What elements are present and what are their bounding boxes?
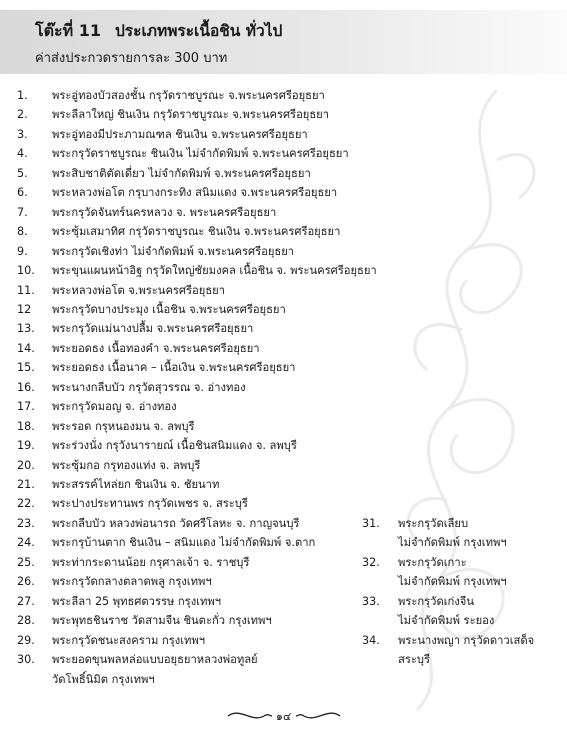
page-number: ๑๔: [275, 710, 292, 723]
item-number: 24.: [17, 536, 35, 550]
item-text: พระกรุวัดมอญ จ. อ่างทอง: [52, 400, 177, 414]
item-number: 27.: [17, 594, 35, 608]
item-text: พระลีลา 25 พุทธศตวรรษ กรุงเทพฯ: [52, 594, 222, 608]
item-number: 11.: [17, 283, 35, 297]
item-number: 16.: [17, 380, 35, 394]
item-number: 12: [17, 302, 32, 316]
item-text: พระร่วงนั่ง กรุวังนารายณ์ เนื้อชินสนิมแดง จ. ลพบุรี: [52, 439, 297, 453]
item-number: 2.: [17, 108, 28, 122]
item-number: 28.: [17, 614, 35, 628]
item-number: 14.: [17, 341, 35, 355]
item-number: 18.: [17, 419, 35, 433]
item-number: 15.: [17, 361, 35, 375]
item-text-line2: วัดโพธิ์นิมิต กรุงเทพฯ: [52, 672, 155, 686]
item-text: พระท่ากระดานน้อย กรุศาลเจ้า จ. ราชบุรี: [52, 555, 250, 569]
item-text-line2: ไม่จำกัดพิมพ์ กรุงเทพฯ: [398, 575, 507, 589]
item-text: พระสิบชาติตัดเดี่ยว ไม่จำกัดพิมพ์ จ.พระนครศรีอยุธยา: [52, 166, 311, 180]
item-text: พระกรุวัดบางประมุง เนื้อชิน จ.พระนครศรีอยุธยา: [52, 302, 286, 316]
item-text: พระกรุวัดจันทร์นครหลวง จ. พระนครศรีอยุธยา: [52, 205, 277, 219]
item-number: 31.: [362, 516, 380, 530]
item-number: 29.: [17, 633, 35, 647]
fee-subtitle: ค่าส่งประกวดรายการละ 300 บาท: [35, 51, 228, 66]
item-text: พระปางประทานพร กรุวัดเพชร จ. สระบุรี: [52, 497, 248, 511]
item-text: พระกรุวัดกลางตลาดพลู กรุงเทพฯ: [52, 575, 212, 589]
item-text: พระยอดธง เนื้อนาค – เนื้อเงิน จ.พระนครศรีอยุธยา: [52, 361, 296, 375]
item-text: พระกรุบ้านตาก ชินเงิน – สนิมแดง ไม่จำกัดพิมพ์ จ.ตาก: [52, 536, 316, 550]
item-number: 9.: [17, 244, 28, 258]
item-number: 21.: [17, 478, 35, 491]
item-text: พระกรุวัดเก่งจีน: [398, 594, 474, 608]
item-text: พระซุ้มเสมาทิศ กรุวัดราชบูรณะ ชินเงิน จ.พระนครศรีอยุธยา: [52, 225, 341, 239]
item-number: 7.: [17, 205, 28, 219]
table-number: โต๊ะที่ 11: [35, 21, 101, 40]
item-text: พระหลวงพ่อโต กรุบางกระทิง สนิมแดง จ.พระนครศรีอยุธยา: [52, 186, 338, 200]
item-text: พระหลวงพ่อโต จ.พระนครศรีอยุธยา: [52, 283, 225, 297]
item-text: พระลีลาใหญ่ ชินเงิน กรุวัดราชบูรณะ จ.พระนครศรีอยุธยา: [52, 108, 330, 122]
item-text: พระรอด กรุหนองมน จ. ลพบุรี: [52, 419, 195, 433]
category-title: ประเภทพระเนื้อชิน ทั่วไป: [114, 22, 283, 40]
item-text: พระกรุวัดเชิงท่า ไม่จำกัดพิมพ์ จ.พระนครศรีอยุธยา: [52, 244, 295, 258]
item-number: 30.: [17, 653, 35, 667]
item-number: 26.: [17, 575, 35, 589]
item-number: 6.: [17, 186, 28, 200]
item-text: พระสรรค์ไหล่ยก ชินเงิน จ. ชัยนาท: [52, 478, 220, 491]
item-text: พระพุทธชินราช วัดสามจีน ชินตะกั่ว กรุงเทพฯ: [52, 614, 272, 628]
item-number: 4.: [17, 147, 28, 161]
item-text: พระซุ้มกอ กรุทองแท่ง จ. ลพบุรี: [52, 458, 201, 472]
item-number: 8.: [17, 225, 28, 239]
item-number: 23.: [17, 516, 35, 530]
item-number: 13.: [17, 322, 35, 336]
item-text: พระนางกลีบบัว กรุวัดสุวรรณ จ. อ่างทอง: [52, 380, 246, 394]
page-footer: [0, 705, 567, 727]
item-number: 19.: [17, 439, 35, 453]
item-text-line2: ไม่จำกัดพิมพ์ ระยอง: [398, 614, 495, 628]
item-text-line2: สระบุรี: [398, 653, 430, 667]
item-text: พระอู่ทองบัวสองชั้น กรุวัดราชบูรณะ จ.พระนครศรีอยุธยา: [52, 89, 325, 102]
item-text: พระกลีบบัว หลวงพ่อนารถ วัดศรีโลหะ จ. กาญจนบุรี: [52, 516, 300, 530]
item-number: 1.: [17, 89, 28, 102]
item-number: 20.: [17, 458, 35, 472]
item-number: 33.: [362, 594, 380, 608]
item-number: 22.: [17, 497, 35, 511]
item-number: 5.: [17, 166, 28, 180]
item-text: พระนางพญา กรุวัดดาวเสด็จ: [398, 633, 535, 647]
item-text: พระยอดธง เนื้อทองคำ จ.พระนครศรีอยุธยา: [52, 341, 260, 355]
item-text: พระกรุวัดเกาะ: [398, 555, 467, 569]
item-number: 17.: [17, 400, 35, 414]
item-number: 32.: [362, 555, 380, 569]
item-text: พระขุนแผนหน้าอิฐ กรุวัดใหญ่ชัยมงคล เนื้อชิน จ. พระนครศรีอยุธยา: [52, 264, 377, 278]
item-text: พระกรุวัดแม่นางปลื้ม จ.พระนครศรีอยุธยา: [52, 322, 254, 336]
item-text-line2: ไม่จำกัดพิมพ์ กรุงเทพฯ: [398, 536, 507, 550]
item-text: พระกรุวัดราชบูรณะ ชินเงิน ไม่จำกัดพิมพ์ จ.พระนครศรีอยุธยา: [52, 147, 349, 161]
item-number: 3.: [17, 127, 28, 141]
item-number: 10.: [17, 264, 35, 278]
item-text: พระยอดขุนพลหล่อแบบอยุธยาหลวงพ่อทูลย์: [52, 653, 258, 667]
item-text: พระอู่ทองมีประภามณฑล ชินเงิน จ.พระนครศรีอยุธยา: [52, 127, 308, 141]
page-title: [35, 18, 282, 44]
item-number: 25.: [17, 555, 35, 569]
item-text: พระกรุวัดชนะสงคราม กรุงเทพฯ: [52, 633, 206, 647]
item-number: 34.: [362, 633, 380, 647]
item-text: พระกรุวัดเลียบ: [398, 516, 469, 530]
